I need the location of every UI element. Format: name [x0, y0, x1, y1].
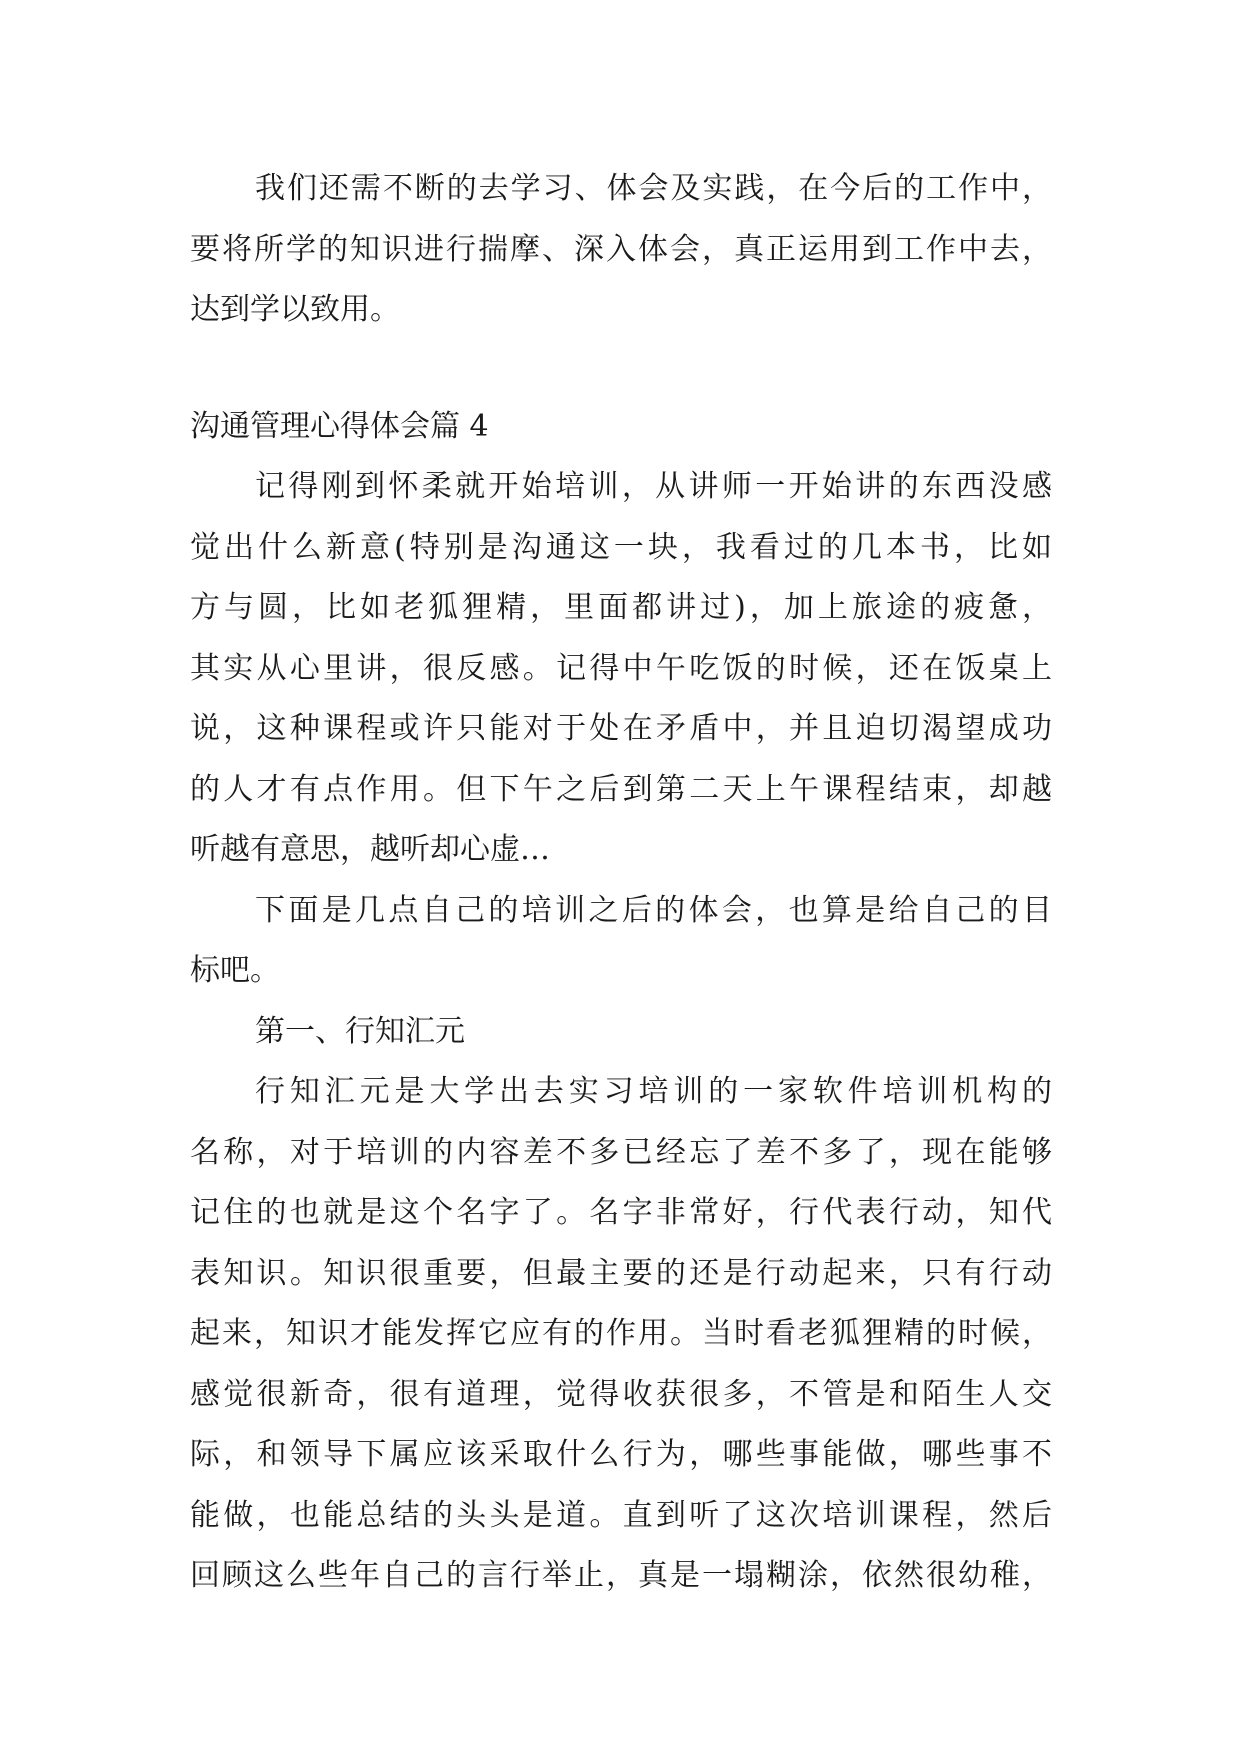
text-line: 标吧。: [190, 953, 280, 988]
text-line: 要将所学的知识进行揣摩、深入体会，真正运用到工作中去，: [190, 231, 1052, 267]
text-line: 能做，也能总结的头头是道。直到听了这次培训课程，然后: [190, 1497, 1052, 1533]
text-line: 达到学以致用。: [190, 292, 400, 327]
text-line: 名称，对于培训的内容差不多已经忘了差不多了，现在能够: [190, 1134, 1052, 1170]
paragraph-gap: [190, 341, 1052, 397]
text-line: 说，这种课程或许只能对于处在矛盾中，并且迫切渴望成功: [190, 711, 1052, 746]
subheading-text: 第一、行知汇元: [255, 1013, 465, 1049]
text-line: 方与圆，比如老狐狸精，里面都讲过)，加上旅途的疲惫，: [190, 590, 1052, 625]
paragraph: [190, 881, 1052, 1002]
text-line: 行知汇元是大学出去实习培训的一家软件培训机构的: [255, 1074, 1052, 1109]
text-line: 回顾这么些年自己的言行举止，真是一塌糊涂，依然很幼稚，: [190, 1558, 1052, 1593]
paragraph: [190, 1062, 1052, 1607]
text-line: 表知识。知识很重要，但最主要的还是行动起来，只有行动: [190, 1255, 1052, 1291]
text-line: 感觉很新奇，很有道理，觉得收获很多，不管是和陌生人交: [190, 1376, 1052, 1412]
paragraph: [190, 457, 1052, 881]
subheading: [190, 1002, 1052, 1063]
text-line: 我们还需不断的去学习、体会及实践，在今后的工作中，: [255, 171, 1052, 206]
text-line: 的人才有点作用。但下午之后到第二天上午课程结束，却越: [190, 771, 1052, 807]
text-line: 记得刚到怀柔就开始培训，从讲师一开始讲的东西没感: [255, 469, 1052, 504]
document-body: [190, 159, 1052, 1607]
text-line: 起来，知识才能发挥它应有的作用。当时看老狐狸精的时候，: [190, 1316, 1052, 1351]
paragraph: [190, 159, 1052, 341]
text-line: 际，和领导下属应该采取什么行为，哪些事能做，哪些事不: [190, 1437, 1052, 1472]
section-title: 沟通管理心得体会篇 4: [190, 408, 489, 444]
text-line: 觉出什么新意(特别是沟通这一块，我看过的几本书，比如: [190, 529, 1052, 565]
text-line: 下面是几点自己的培训之后的体会，也算是给自己的目: [255, 892, 1052, 928]
text-line: 其实从心里讲，很反感。记得中午吃饭的时候，还在饭桌上: [190, 650, 1052, 686]
text-line: 记住的也就是这个名字了。名字非常好，行代表行动，知代: [190, 1195, 1052, 1230]
text-line: 听越有意思，越听却心虚…: [190, 832, 550, 867]
